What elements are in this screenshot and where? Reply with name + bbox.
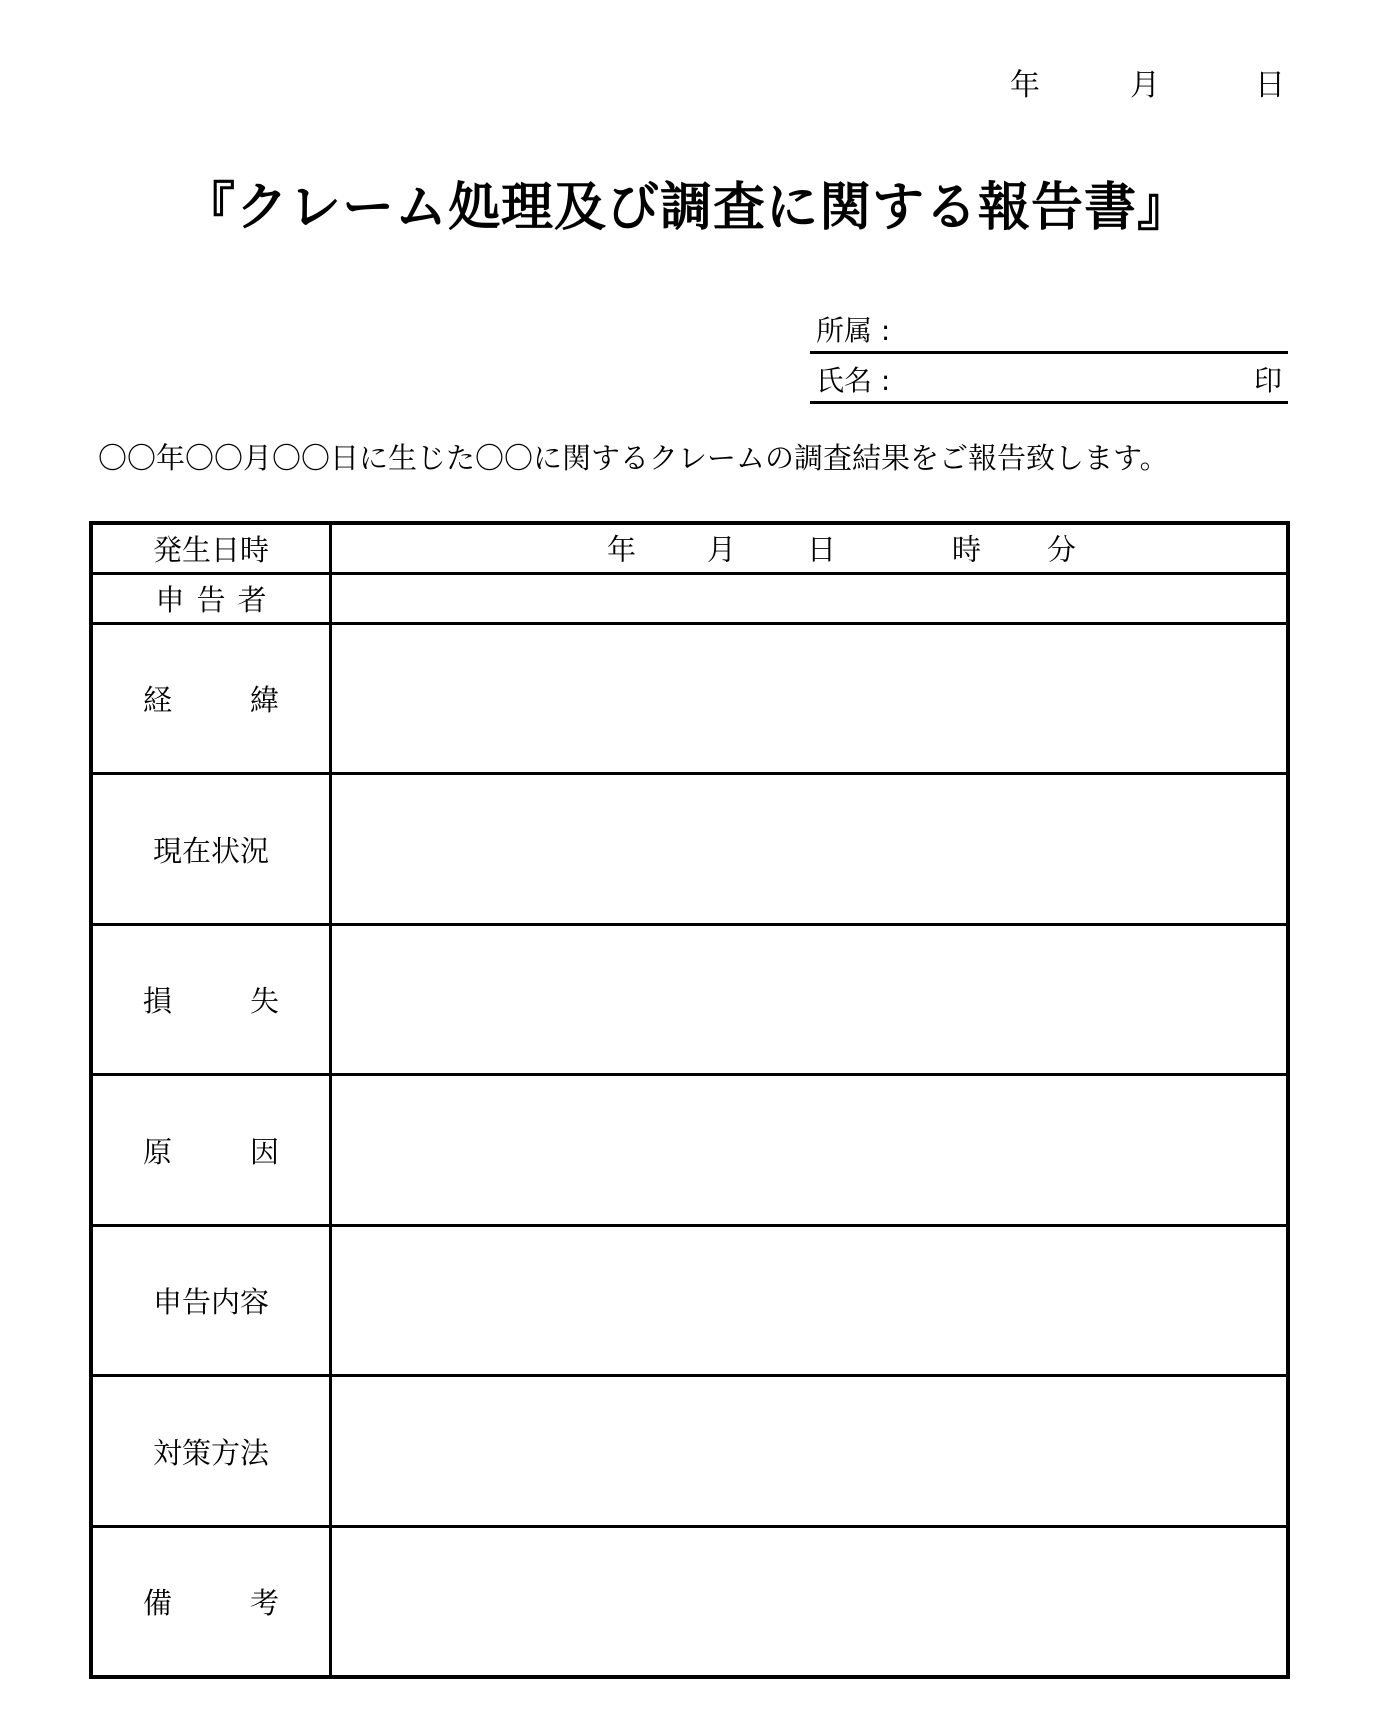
current-status-field[interactable] — [331, 774, 1289, 925]
occurrence-year-label: 年 — [607, 532, 637, 567]
intro-text: 〇〇年〇〇月〇〇日に生じた〇〇に関するクレームの調査結果をご報告致します。 — [98, 441, 1169, 475]
current-status-label: 現在状況 — [91, 774, 331, 925]
background-label-char-1: 経 — [143, 683, 173, 718]
occurrence-minute-label: 分 — [1047, 532, 1077, 567]
report-content-field[interactable] — [331, 1225, 1289, 1376]
cause-label-char-1: 原 — [143, 1134, 173, 1169]
table-row — [91, 924, 1288, 1075]
background-field[interactable] — [331, 623, 1289, 774]
table-row — [91, 573, 1288, 623]
page-title: 『クレーム処理及び調査に関する報告書』 — [182, 178, 1190, 238]
affiliation-field[interactable] — [810, 307, 1288, 354]
stamp-label: 印 — [1253, 364, 1282, 397]
name-label: 氏名 : — [816, 364, 891, 397]
table-row — [91, 1526, 1288, 1677]
loss-label-char-2: 失 — [249, 984, 279, 1019]
date-month-label: 月 — [1130, 68, 1160, 103]
reporter-field[interactable] — [331, 573, 1289, 623]
table-row — [91, 1376, 1288, 1527]
loss-label-char-1: 損 — [143, 984, 173, 1019]
cause-field[interactable] — [331, 1075, 1289, 1226]
date-day-label: 日 — [1255, 68, 1285, 103]
name-field[interactable] — [810, 357, 1288, 404]
table-row — [91, 774, 1288, 925]
remarks-field[interactable] — [331, 1526, 1289, 1677]
date-year-label: 年 — [1010, 68, 1040, 103]
remarks-label — [91, 1526, 331, 1677]
table-row — [91, 1225, 1288, 1376]
occurrence-hour-label: 時 — [952, 532, 982, 567]
occurrence-datetime-field[interactable] — [331, 523, 1289, 573]
reporter-label-text: 申告者 — [155, 582, 279, 617]
countermeasure-label: 対策方法 — [91, 1376, 331, 1527]
loss-label — [91, 924, 331, 1075]
table-row — [91, 1075, 1288, 1226]
countermeasure-field[interactable] — [331, 1376, 1289, 1527]
report-date — [1010, 60, 1290, 103]
table-row — [91, 523, 1288, 573]
background-label — [91, 623, 331, 774]
loss-field[interactable] — [331, 924, 1289, 1075]
report-content-label: 申告内容 — [91, 1225, 331, 1376]
background-label-char-2: 緯 — [249, 683, 279, 718]
remarks-label-char-2: 考 — [249, 1585, 279, 1620]
remarks-label-char-1: 備 — [143, 1585, 173, 1620]
table-row — [91, 623, 1288, 774]
reporter-label — [91, 573, 331, 623]
occurrence-day-label: 日 — [807, 532, 837, 567]
cause-label-char-2: 因 — [249, 1134, 279, 1169]
report-table — [89, 521, 1290, 1679]
occurrence-label: 発生日時 — [91, 523, 331, 573]
occurrence-month-label: 月 — [707, 532, 737, 567]
affiliation-label: 所属 : — [816, 314, 891, 347]
cause-label — [91, 1075, 331, 1226]
